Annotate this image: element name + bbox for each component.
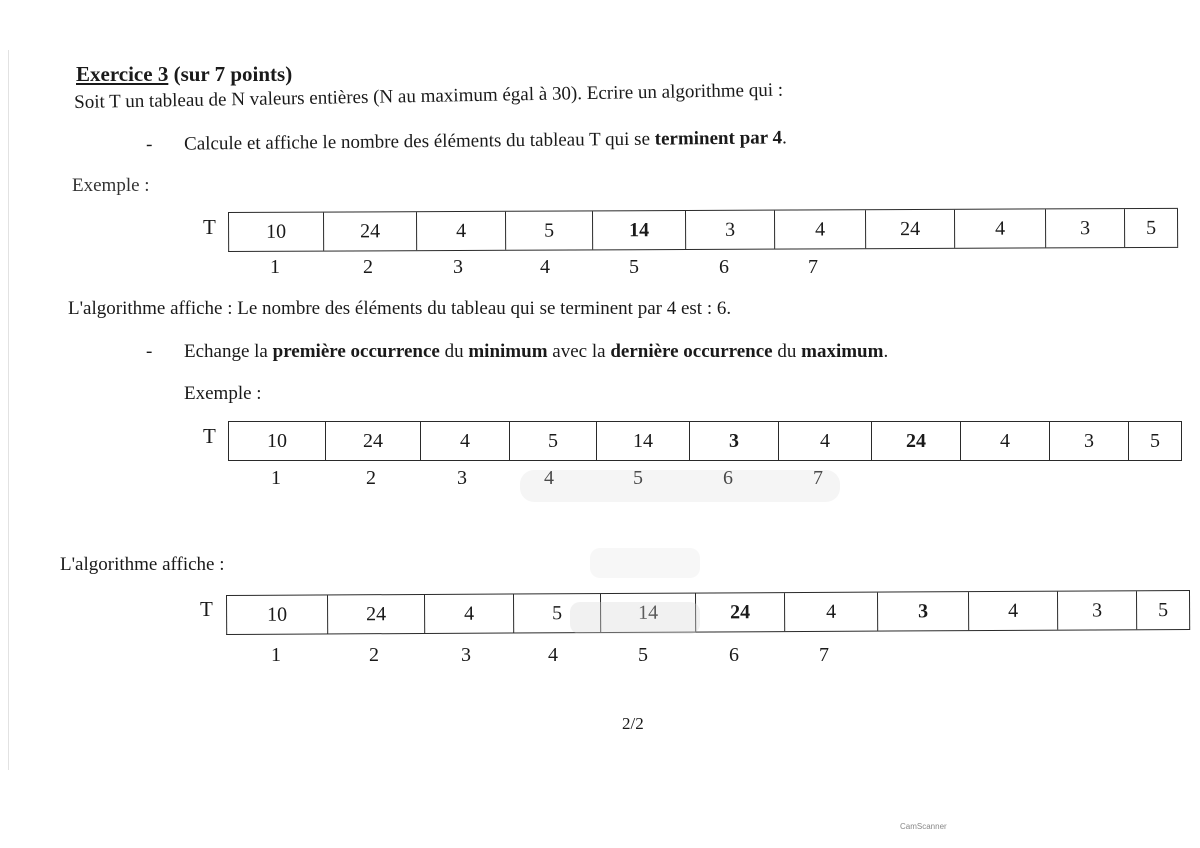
array-3-index: 4	[548, 644, 558, 666]
array-3-cell: 14	[601, 594, 696, 632]
array-3-name: T	[200, 597, 213, 621]
task-1-dash: -	[146, 133, 153, 155]
array-1-cell: 4	[417, 212, 506, 250]
array-2-cell: 24	[326, 422, 421, 460]
array-2-cells	[228, 421, 1182, 461]
scan-margin-line	[8, 50, 9, 770]
array-2-name: T	[203, 424, 216, 448]
array-2-index: 6	[723, 467, 733, 489]
example-2-label: Exemple :	[184, 383, 262, 404]
array-2-cell: 3	[1050, 422, 1129, 460]
page-number: 2/2	[622, 714, 644, 733]
array-3-cell: 3	[1058, 591, 1137, 629]
task-2-bold: dernière occurrence	[610, 341, 773, 362]
array-1-indices	[228, 256, 858, 279]
array-3-cell: 3	[878, 592, 969, 630]
task-1	[146, 127, 787, 156]
array-3-index: 1	[271, 644, 281, 666]
array-1-cell: 5	[506, 211, 593, 249]
array-3-index: 6	[729, 644, 739, 666]
array-2-cell: 4	[961, 422, 1050, 460]
array-3-cells	[226, 590, 1190, 635]
array-2-index: 5	[633, 467, 643, 489]
array-2-cell: 10	[229, 422, 326, 460]
exercise-intro: Soit T un tableau de N valeurs entières (N au maximum égal à 30). Ecrire un algorithme qui :	[74, 79, 784, 113]
example-1-label: Exemple :	[72, 175, 150, 196]
task-1-end: .	[781, 127, 787, 149]
array-3-index: 5	[638, 644, 648, 666]
array-1-index: 7	[808, 256, 818, 278]
task-2	[146, 341, 888, 363]
array-1-index: 4	[540, 256, 550, 278]
array-1-cells	[228, 208, 1178, 252]
task-1-bold: terminent par 4	[654, 127, 783, 150]
array-1-cell: 10	[229, 213, 324, 251]
array-1-index: 6	[719, 256, 729, 278]
array-1-cell: 24	[866, 210, 955, 248]
array-3-cell: 5	[514, 594, 601, 632]
array-1-cell: 24	[324, 212, 417, 250]
array-1-index: 2	[363, 256, 373, 278]
array-3-cell: 4	[785, 593, 878, 631]
array-1-index: 5	[629, 256, 639, 278]
array-1-cell: 4	[775, 210, 866, 248]
output-2-label: L'algorithme affiche :	[60, 554, 225, 575]
array-2-cell: 4	[779, 422, 872, 460]
scan-noise	[520, 470, 840, 502]
array-2-cell: 3	[690, 422, 779, 460]
array-2-cell: 14	[597, 422, 690, 460]
array-3-cell: 5	[1137, 591, 1190, 629]
array-2-index: 1	[271, 467, 281, 489]
task-2-bold: première occurrence	[272, 341, 440, 362]
array-3-cell: 10	[227, 595, 328, 634]
task-2-text: Echange la	[184, 341, 273, 362]
array-3-index: 3	[461, 644, 471, 666]
array-2-cell: 4	[421, 422, 510, 460]
array-2-index: 4	[544, 467, 554, 489]
array-1-name: T	[203, 215, 216, 239]
task-2-text: avec la	[547, 341, 611, 362]
array-1-cell: 3	[686, 211, 775, 249]
array-2-cell: 24	[872, 422, 961, 460]
array-1-index: 3	[453, 256, 463, 278]
task-2-text: du	[772, 341, 802, 362]
array-3-index: 2	[369, 644, 379, 666]
array-3-cell: 24	[696, 593, 785, 631]
task-2-dash: -	[146, 341, 153, 362]
scan-noise	[570, 602, 700, 634]
array-1-cell: 3	[1046, 209, 1125, 247]
task-2-bold: maximum	[801, 341, 884, 362]
exercise-title-points: (sur 7 points)	[173, 62, 293, 86]
array-2-index: 3	[457, 467, 467, 489]
array-1-cell: 5	[1125, 209, 1178, 247]
array-3-indices	[226, 644, 870, 667]
array-2-cell: 5	[510, 422, 597, 460]
task-2-end: .	[883, 341, 889, 362]
array-1-index: 1	[270, 256, 280, 278]
scanner-watermark: CamScanner	[900, 822, 947, 831]
array-3-cell: 24	[328, 595, 425, 634]
task-2-bold: minimum	[468, 341, 548, 362]
exercise-title-label: Exercice 3	[76, 62, 169, 86]
example-1-output: L'algorithme affiche : Le nombre des éléments du tableau qui se terminent par 4 est : 6.	[68, 298, 732, 319]
array-3-cell: 4	[425, 594, 514, 632]
array-3-index: 7	[819, 644, 829, 666]
array-2-index: 7	[813, 467, 823, 489]
task-1-text: Calcule et affiche le nombre des éléments du tableau T qui se	[183, 128, 655, 155]
array-2-index: 2	[366, 467, 376, 489]
task-2-text: du	[439, 341, 469, 362]
array-2-cell: 5	[1129, 422, 1182, 460]
scan-noise	[590, 548, 700, 578]
array-1-cell: 14	[593, 211, 686, 249]
array-1-cell: 4	[955, 209, 1046, 247]
array-3-cell: 4	[969, 592, 1058, 630]
exercise-title	[76, 62, 292, 87]
